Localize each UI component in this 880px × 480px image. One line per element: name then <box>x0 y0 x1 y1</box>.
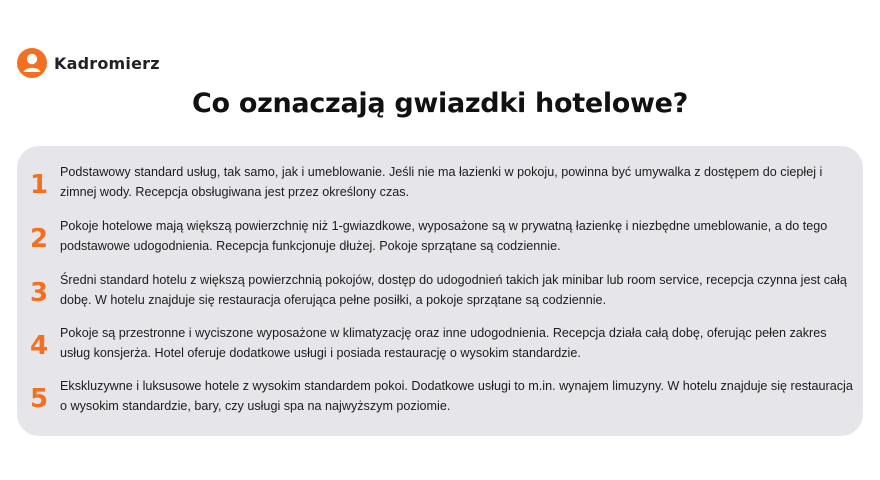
item-number: 1 <box>29 170 49 200</box>
list-item <box>17 217 863 261</box>
list-item <box>17 377 863 421</box>
list-item <box>17 163 863 207</box>
item-number: 2 <box>29 224 49 254</box>
item-text: Pokoje są przestronne i wyciszone wyposażone w klimatyzację oraz inne udogodnienia. Recepcja działa całą dobę, oferując pełen zakres usług konsjerża. Hotel oferuje dodatkowe usługi i posiada restaurację o wysokim standardzie. <box>60 326 827 360</box>
brand-name: Kadromierz <box>54 53 160 73</box>
page-title: Co oznaczają gwiazdki hotelowe? <box>191 88 689 119</box>
item-number: 3 <box>29 278 49 308</box>
list-item <box>17 271 863 315</box>
star-levels-panel <box>17 146 863 436</box>
list-item <box>17 324 863 368</box>
item-text: Podstawowy standard usług, tak samo, jak i umeblowanie. Jeśli nie ma łazienki w pokoju, powinna być umywalka z dostępem do ciepłej i zimnej wody. Recepcja obsługiwana jest przez określony czas. <box>60 165 823 199</box>
item-text: Pokoje hotelowe mają większą powierzchnię niż 1-gwiazdkowe, wyposażone są w prywatną łazienkę i niezbędne umeblowanie, a do tego podstawowe udogodnienia. Recepcja funkcjonuje dłużej. Pokoje sprzątane są codziennie. <box>60 219 828 253</box>
item-number: 4 <box>29 331 49 361</box>
brand-logo <box>17 48 160 78</box>
item-text: Ekskluzywne i luksusowe hotele z wysokim standardem pokoi. Dodatkowe usługi to m.in. wynajem limuzyny. W hotelu znajduje się restauracja o wysokim standardzie, bary, czy usługi spa na najwyższym poziomie. <box>60 379 853 413</box>
item-text: Średni standard hotelu z większą powierzchnią pokojów, dostęp do udogodnień takich jak minibar lub room service, recepcja czynna jest całą dobę. W hotelu znajduje się restauracja oferująca pełne posiłki, a pokoje sprzątane są codziennie. <box>60 273 847 307</box>
kadromierz-logo-icon <box>17 48 47 78</box>
item-number: 5 <box>29 384 49 414</box>
